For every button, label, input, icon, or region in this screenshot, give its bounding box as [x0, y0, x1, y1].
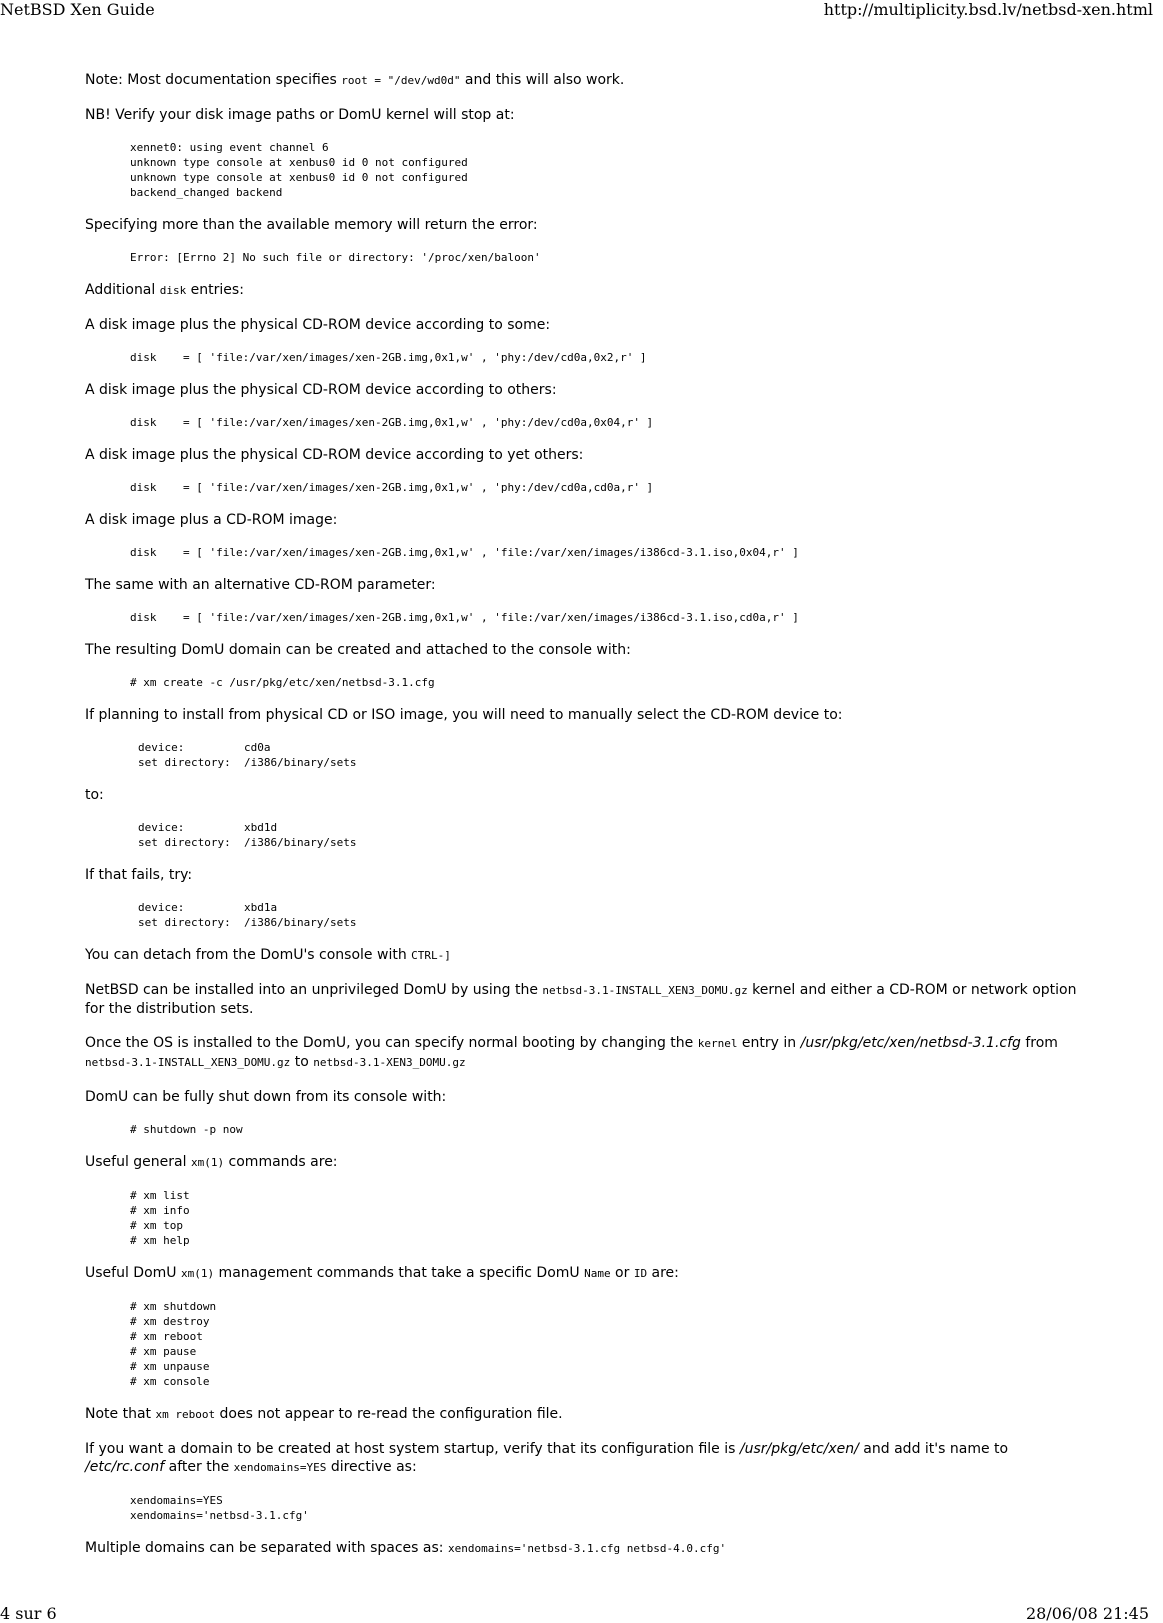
- page-number: 4 sur 6: [0, 1604, 57, 1623]
- inline-code: xm reboot: [155, 1408, 216, 1421]
- code-block: # xm list # xm info # xm top # xm help: [130, 1189, 190, 1247]
- inline-code: Name: [584, 1267, 611, 1280]
- inline-code: xm(1): [180, 1267, 215, 1280]
- code-block: # shutdown -p now: [130, 1123, 243, 1136]
- paragraph: A disk image plus the physical CD-ROM device according to yet others:: [85, 447, 584, 463]
- paragraph: Specifying more than the available memory will return the error:: [85, 217, 538, 233]
- code-block: device: xbd1d set directory: /i386/binary/sets: [138, 821, 357, 849]
- paragraph: Note: Most documentation specifies root = "/dev/wd0d" and this will also work.: [85, 72, 625, 88]
- code-block: disk = [ 'file:/var/xen/images/xen-2GB.img,0x1,w' , 'file:/var/xen/images/i386cd-3.1.iso,0x04,r' ]: [130, 546, 799, 559]
- paragraph: to:: [85, 787, 104, 803]
- inline-code: netbsd-3.1-INSTALL_XEN3_DOMU.gz: [542, 984, 748, 997]
- paragraph: DomU can be fully shut down from its console with:: [85, 1089, 447, 1105]
- inline-code: xm(1): [190, 1156, 225, 1169]
- file-path: /etc/rc.conf: [85, 1459, 165, 1475]
- code-block: # xm create -c /usr/pkg/etc/xen/netbsd-3.1.cfg: [130, 676, 435, 689]
- paragraph: A disk image plus the physical CD-ROM device according to some:: [85, 317, 551, 333]
- inline-code: CTRL-]: [411, 949, 451, 962]
- paragraph: NB! Verify your disk image paths or DomU kernel will stop at:: [85, 107, 515, 123]
- code-block: disk = [ 'file:/var/xen/images/xen-2GB.img,0x1,w' , 'phy:/dev/cd0a,cd0a,r' ]: [130, 481, 654, 494]
- paragraph: The resulting DomU domain can be created and attached to the console with:: [85, 642, 631, 658]
- inline-code: kernel: [697, 1037, 738, 1050]
- paragraph: Note that xm reboot does not appear to re-read the configuration file.: [85, 1406, 563, 1422]
- paragraph: Once the OS is installed to the DomU, you can specify normal booting by changing the kernel entry in /usr/pkg/etc/xen/netbsd-3.1.cfg from netbsd-3.1-INSTALL_XEN3_DOMU.gz to netbsd-3.1-XEN3_DOMU.gz: [85, 1035, 1058, 1070]
- paragraph: If that fails, try:: [85, 867, 193, 883]
- print-datetime: 28/06/08 21:45: [1025, 1604, 1149, 1623]
- file-path: /usr/pkg/etc/xen/: [739, 1441, 859, 1457]
- code-block: # xm shutdown # xm destroy # xm reboot # xm pause # xm unpause # xm console: [130, 1300, 217, 1388]
- inline-code: xendomains='netbsd-3.1.cfg netbsd-4.0.cfg': [447, 1542, 727, 1555]
- paragraph: If you want a domain to be created at host system startup, verify that its configuration file is /usr/pkg/etc/xen/ and add it's name to /etc/rc.conf after the xendomains=YES directive as:: [85, 1441, 1009, 1475]
- code-block: xennet0: using event channel 6 unknown type console at xenbus0 id 0 not configured unknown type console at xenbus0 id 0 not configured backend_changed backend: [130, 141, 468, 199]
- paragraph: Useful general xm(1) commands are:: [85, 1154, 338, 1170]
- paragraph: NetBSD can be installed into an unprivileged DomU by using the netbsd-3.1-INSTALL_XEN3_DOMU.gz kernel and either a CD-ROM or network option for the distribution sets.: [85, 982, 1077, 1017]
- paragraph: If planning to install from physical CD or ISO image, you will need to manually select the CD-ROM device to:: [85, 707, 843, 723]
- code-block: device: cd0a set directory: /i386/binary/sets: [138, 741, 357, 769]
- inline-code: xendomains=YES: [233, 1461, 327, 1474]
- paragraph: The same with an alternative CD-ROM parameter:: [85, 577, 436, 593]
- code-block: disk = [ 'file:/var/xen/images/xen-2GB.img,0x1,w' , 'file:/var/xen/images/i386cd-3.1.iso,cd0a,r' ]: [130, 611, 799, 624]
- code-block: Error: [Errno 2] No such file or directory: '/proc/xen/baloon': [130, 251, 541, 264]
- inline-code: netbsd-3.1-INSTALL_XEN3_DOMU.gz: [85, 1056, 291, 1069]
- print-footer: [0, 1604, 1163, 1622]
- code-block: disk = [ 'file:/var/xen/images/xen-2GB.img,0x1,w' , 'phy:/dev/cd0a,0x2,r' ]: [130, 351, 647, 364]
- paragraph: You can detach from the DomU's console with CTRL-]: [85, 947, 451, 963]
- code-block: device: xbd1a set directory: /i386/binary/sets: [138, 901, 357, 929]
- inline-code: disk: [159, 284, 187, 297]
- inline-code: netbsd-3.1-XEN3_DOMU.gz: [313, 1056, 466, 1069]
- inline-code: root = "/dev/wd0d": [341, 74, 461, 87]
- paragraph: A disk image plus the physical CD-ROM device according to others:: [85, 382, 557, 398]
- paragraph: A disk image plus a CD-ROM image:: [85, 512, 338, 528]
- code-block: disk = [ 'file:/var/xen/images/xen-2GB.img,0x1,w' , 'phy:/dev/cd0a,0x04,r' ]: [130, 416, 654, 429]
- paragraph: Additional disk entries:: [85, 282, 244, 298]
- paragraph: Useful DomU xm(1) management commands that take a specific DomU Name or ID are:: [85, 1265, 679, 1281]
- document-body: [85, 71, 1085, 1574]
- header-title: NetBSD Xen Guide: [0, 0, 155, 19]
- print-header: [0, 0, 1163, 22]
- file-path: /usr/pkg/etc/xen/netbsd-3.1.cfg: [800, 1035, 1021, 1051]
- paragraph: Multiple domains can be separated with spaces as: xendomains='netbsd-3.1.cfg netbsd-4.0.cfg': [85, 1540, 727, 1556]
- inline-code: ID: [633, 1267, 648, 1280]
- header-url: http://multiplicity.bsd.lv/netbsd-xen.html: [823, 0, 1153, 19]
- code-block: xendomains=YES xendomains='netbsd-3.1.cfg': [130, 1494, 309, 1522]
